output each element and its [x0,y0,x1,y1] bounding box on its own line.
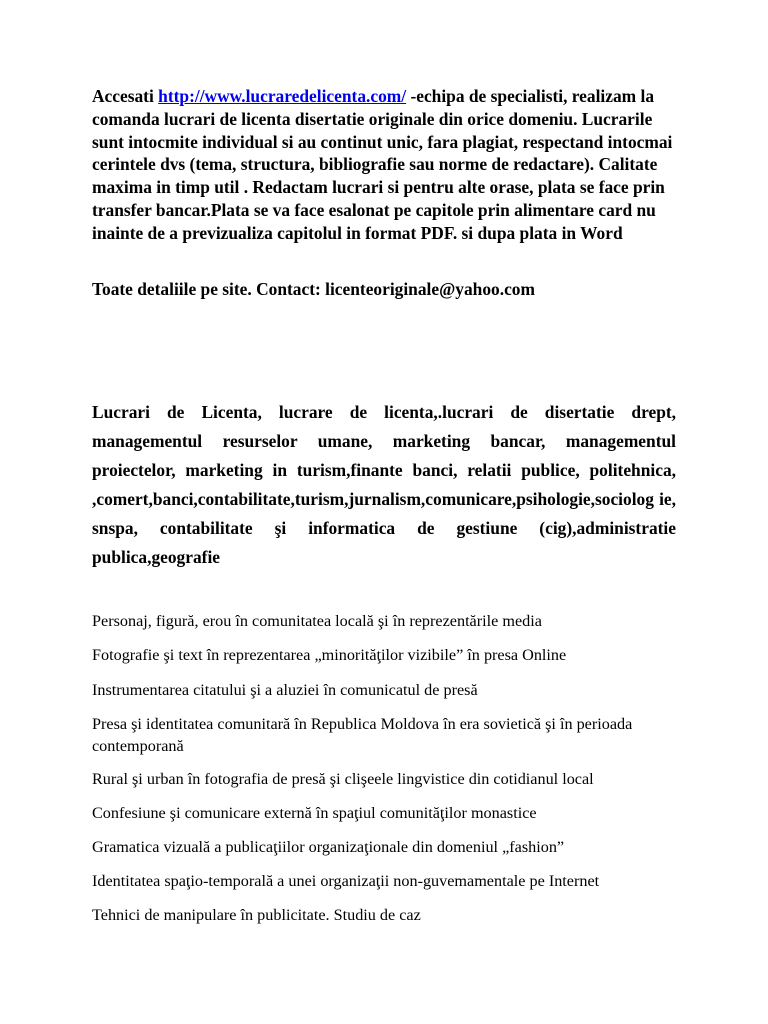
domains-paragraph [92,398,676,572]
intro-body: -echipa de specialisti, realizam la comanda lucrari de licenta disertatie originale din orice domeniu. Lucrarile sunt intocmite individual si au continut unic, fara plagiat, respectand intocmai cerintele dvs (tema, structura, bibliografie sau norme de redactare). Calitate maxima in timp util . Redactam lucrari si pentru alte orase, plata se face prin transfer bancar.Plata se va face esalonat pe capitole prin alimentare card nu inainte de a previzualiza capitolul in format PDF. si dupa plata in Word [92,86,673,243]
list-item: Presa şi identitatea comunitară în Republica Moldova în era sovietică şi în perioada contemporană [92,715,633,755]
domains-list: Lucrari de Licenta, lucrare de licenta,.lucrari de disertatie drept, managementul resurselor umane, marketing bancar, managementul proiectelor, marketing in turism,finante banci, relatii publice, politehnica, ,comert,banci,contabilitate,turism,jurnalism,comunicare,psihologie,sociolog ie, snspa, [92,402,676,538]
domains-list-tail: contabilitate şi informatica de gestiune (cig),administratie publica,geografie [92,518,676,567]
list-item: Gramatica vizuală a publicaţiilor organizaţionale din domeniul „fashion” [92,838,565,856]
list-item: Tehnici de manipulare în publicitate. Studiu de caz [92,906,421,924]
contact-line: Toate detaliile pe site. Contact: licenteoriginale@yahoo.com [92,279,535,299]
list-item: Rural şi urban în fotografia de presă şi clişeele lingvistice din cotidianul local [92,770,594,788]
list-item: Identitatea spaţio-temporală a unei organizaţii non-guvemamentale pe Internet [92,872,600,890]
list-item: Fotografie şi text în reprezentarea „minorităţilor vizibile” în presa Online [92,646,567,664]
list-item: Confesiune şi comunicare externă în spaţiul comunităţilor monastice [92,804,537,822]
intro-paragraph [92,85,682,245]
list-item: Personaj, figură, erou în comunitatea locală şi în reprezentările media [92,612,542,630]
topics-list [92,610,692,938]
intro-prefix: Accesati [92,86,159,106]
site-link[interactable]: http://www.lucraredelicenta.com/ [158,86,407,106]
list-item: Instrumentarea citatului şi a aluziei în comunicatul de presă [92,681,478,699]
